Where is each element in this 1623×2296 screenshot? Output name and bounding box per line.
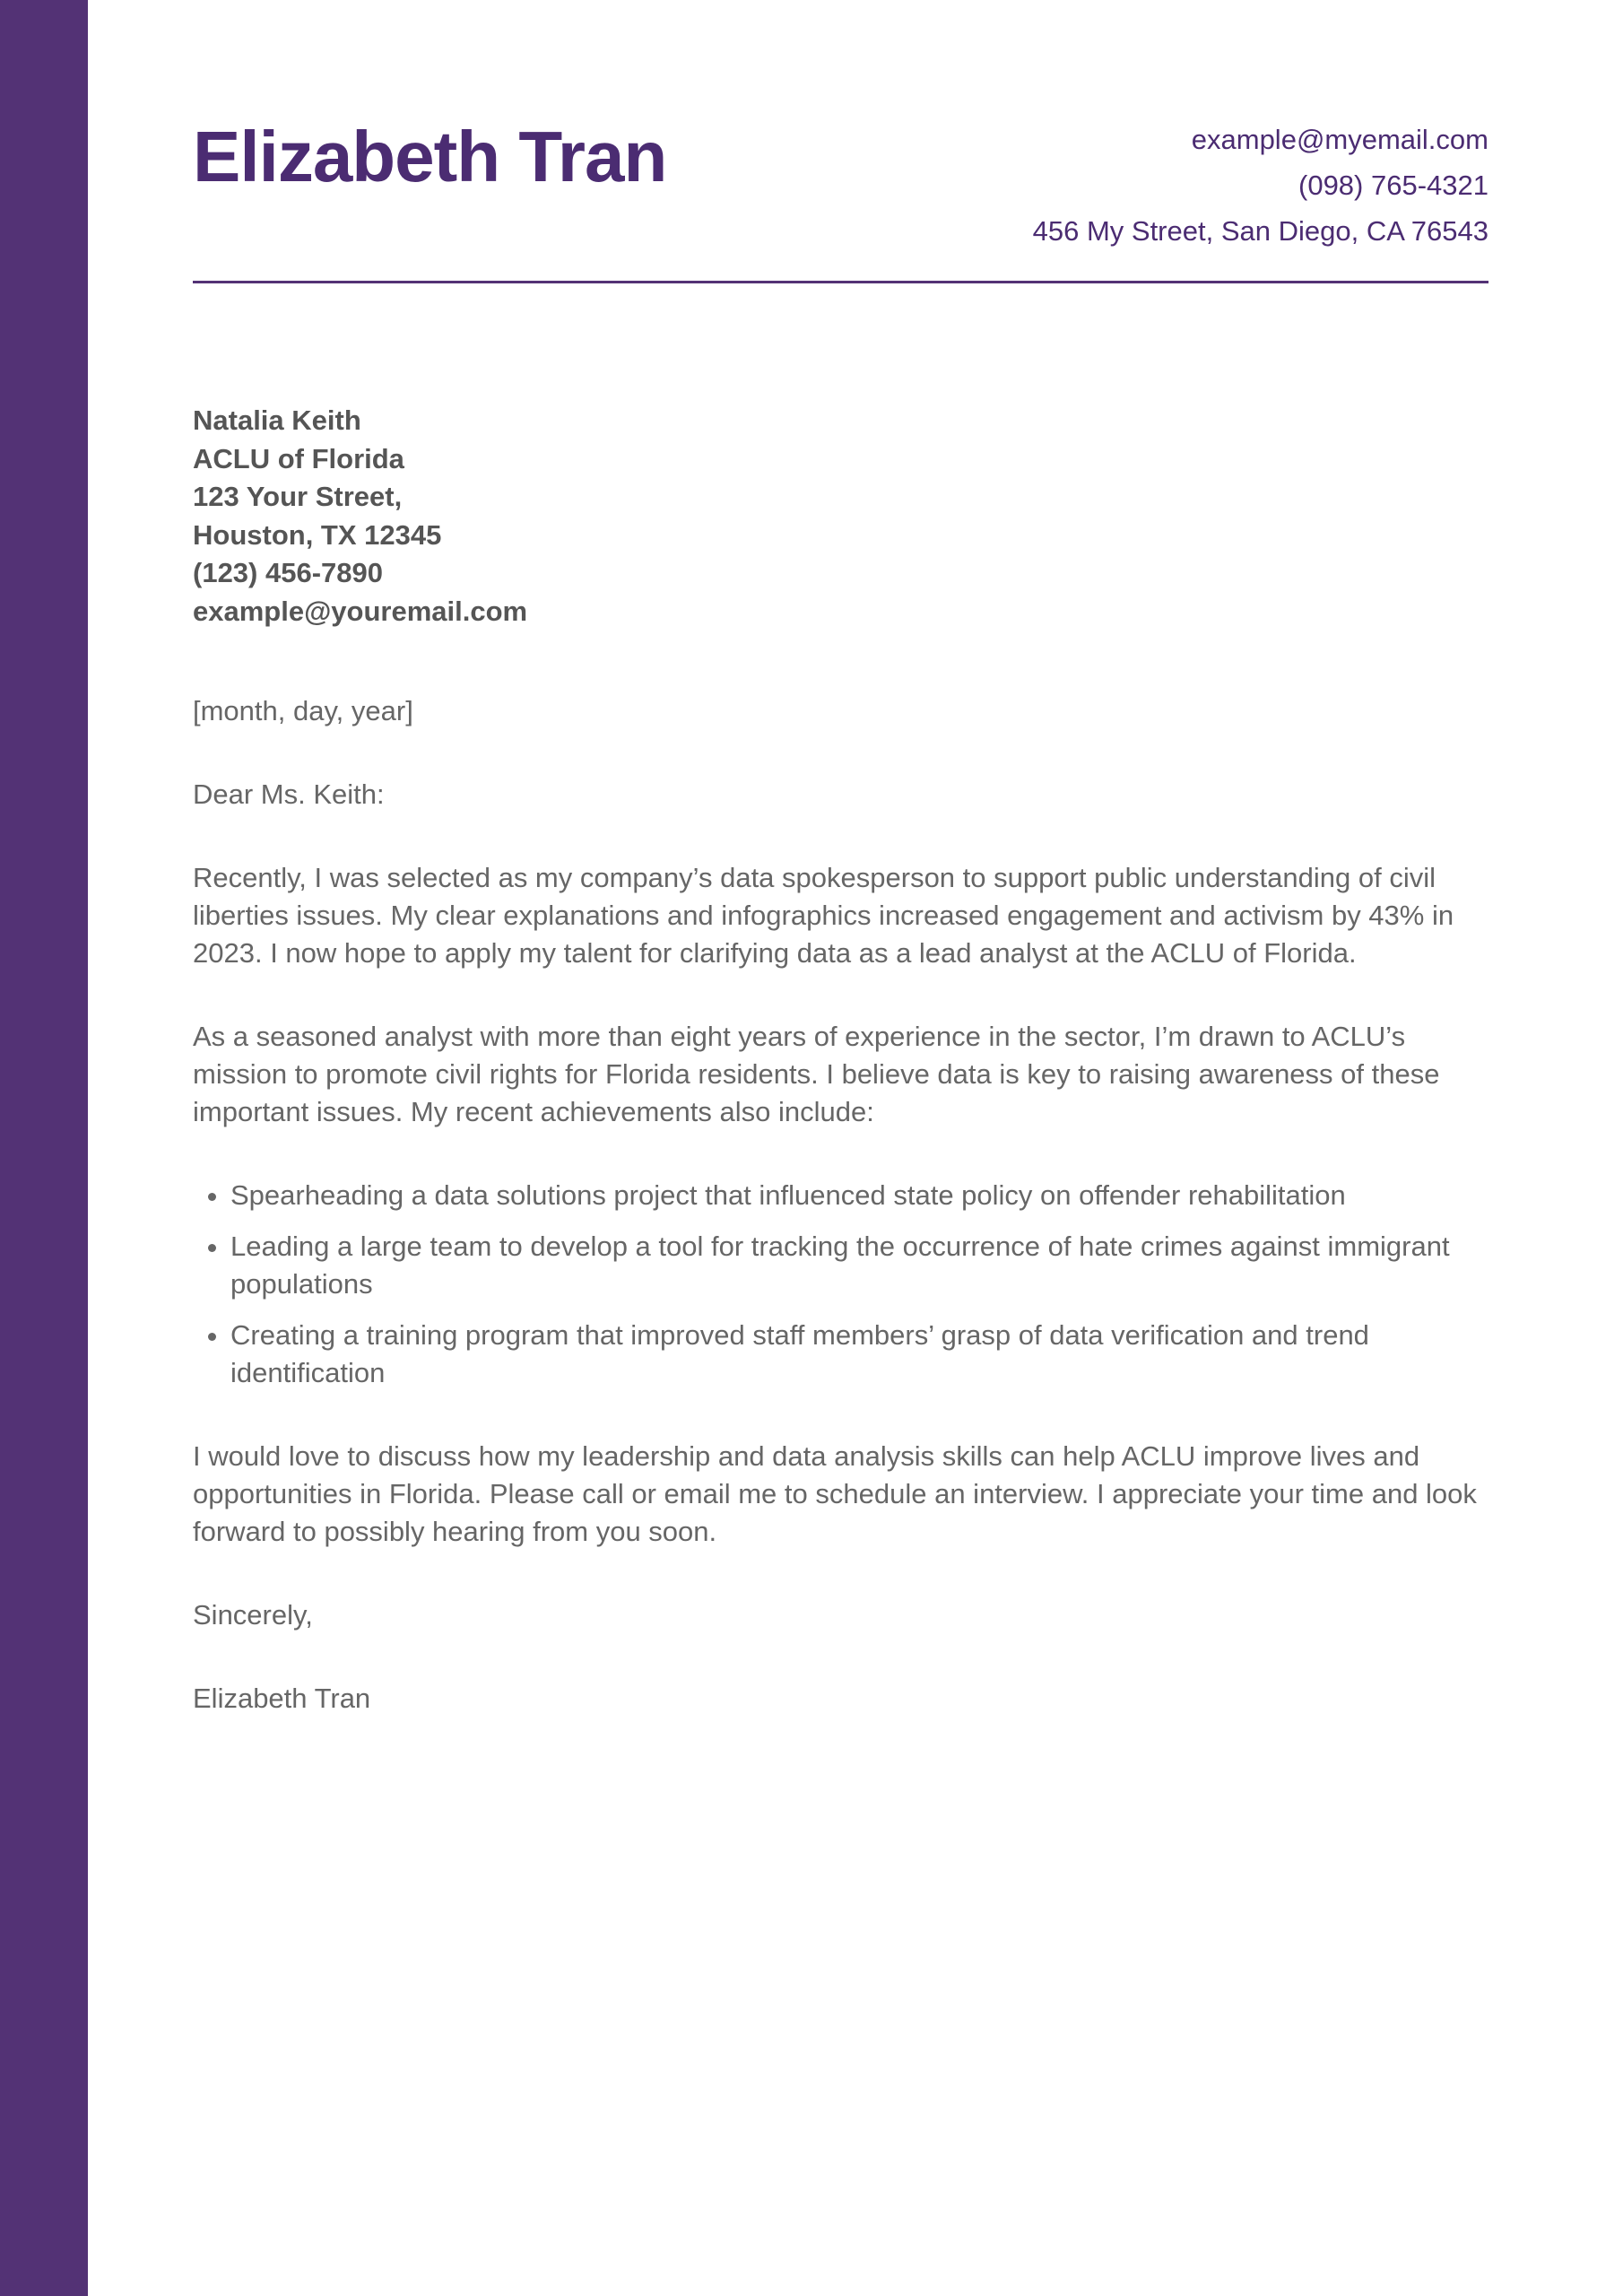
sender-contact-block <box>1033 117 1488 254</box>
achievement-item: • Spearheading a data solutions project that influenced state policy on offender rehabilitation <box>230 1177 1488 1214</box>
letter-body <box>193 692 1488 1763</box>
recipient-block <box>193 402 527 631</box>
letter-signature: Elizabeth Tran <box>193 1683 371 1714</box>
letter-paragraph-2: As a seasoned analyst with more than eight years of experience in the sector, I’m drawn to ACLU’s mission to promote civil rights for Florida residents. I believe data is key to raising awareness of these important issues. My recent achievements also include: <box>193 1021 1440 1127</box>
recipient-email: example@youremail.com <box>193 595 528 627</box>
recipient-organization: ACLU of Florida <box>193 442 404 474</box>
sidebar-accent-stripe <box>0 0 88 2296</box>
header-divider <box>193 281 1488 283</box>
letter-paragraph-3: I would love to discuss how my leadership and data analysis skills can help ACLU improve lives and opportunities in Florida. Please call or email me to schedule an interview. I appreciate your time and look forward to possibly hearing from you soon. <box>193 1440 1477 1547</box>
letter-date: [month, day, year] <box>193 695 413 726</box>
sender-email: example@myemail.com <box>1191 124 1488 155</box>
achievement-item: • Leading a large team to develop a tool for tracking the occurrence of hate crimes against immigrant populations <box>230 1228 1488 1303</box>
sender-address: 456 My Street, San Diego, CA 76543 <box>1032 215 1488 247</box>
letter-header <box>193 117 1488 283</box>
recipient-city: Houston, TX 12345 <box>193 518 442 551</box>
letter-closing: Sincerely, <box>193 1599 313 1631</box>
recipient-phone: (123) 456-7890 <box>193 557 383 588</box>
achievement-item: • Creating a training program that improved staff members’ grasp of data verification and trend identification <box>230 1317 1488 1392</box>
sender-name: Elizabeth Tran <box>193 117 667 196</box>
recipient-name: Natalia Keith <box>193 404 361 436</box>
letter-salutation: Dear Ms. Keith: <box>193 778 385 810</box>
sender-phone: (098) 765-4321 <box>1298 170 1488 201</box>
letter-paragraph-1: Recently, I was selected as my company’s data spokesperson to support public understanding of civil liberties issues. My clear explanations and infographics increased engagement and activism by 43% in 2023. I now hope to apply my talent for clarifying data as a lead analyst at the ACLU of Florida. <box>193 862 1454 969</box>
cover-letter-page <box>193 0 1488 2296</box>
achievements-list <box>193 1177 1488 1392</box>
recipient-street: 123 Your Street, <box>193 481 403 512</box>
